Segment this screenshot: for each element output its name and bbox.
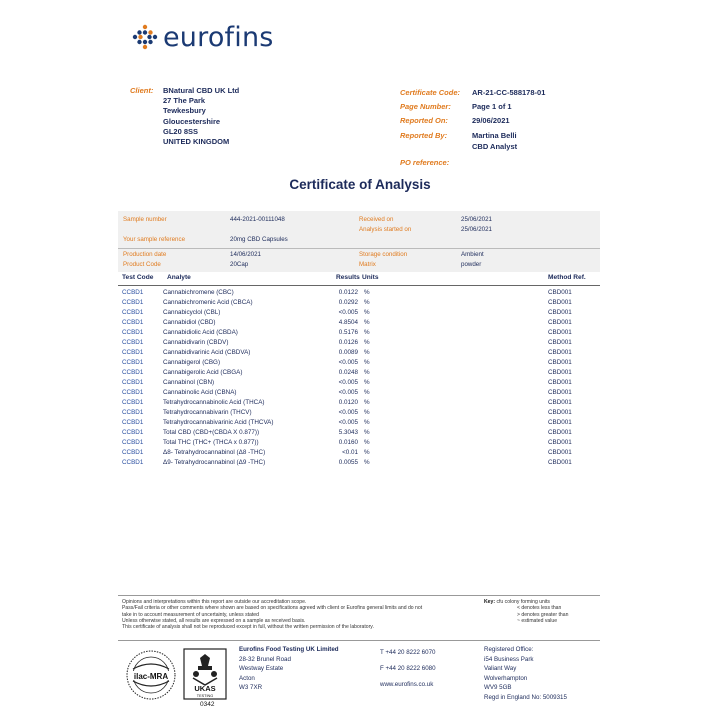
analyte-cell: Δ8- Tetrahydrocannabinol (Δ8 -THC)	[163, 449, 266, 456]
product-code-value: 20Cap	[230, 261, 249, 268]
registered-line: Wolverhampton	[484, 674, 528, 682]
unit-cell: %	[364, 399, 370, 406]
table-row	[0, 349, 720, 359]
test-code-cell: CCBD1	[122, 399, 144, 406]
received-value: 25/06/2021	[461, 216, 492, 223]
analyte-cell: Cannabinolic Acid (CBNA)	[163, 389, 237, 396]
meta-value: Page 1 of 1	[472, 102, 512, 112]
meta-label: Reported On:	[400, 116, 448, 126]
method-cell: CBD001	[548, 299, 572, 306]
unit-cell: %	[364, 389, 370, 396]
meta-label: Page Number:	[400, 102, 451, 112]
client-line: Gloucestershire	[163, 116, 221, 126]
unit-cell: %	[364, 449, 370, 456]
unit-cell: %	[364, 379, 370, 386]
production-date-value: 14/06/2021	[230, 251, 261, 258]
client-address	[163, 86, 239, 147]
eurofins-dots-icon	[132, 24, 158, 50]
analyte-cell: Tetrahydrocannabivarin (THCV)	[163, 409, 252, 416]
result-cell: 5.3043	[338, 429, 358, 436]
contact-details	[380, 645, 436, 692]
result-cell: <0.005	[338, 379, 358, 386]
registered-office	[484, 645, 567, 703]
result-cell: <0.005	[338, 359, 358, 366]
table-row	[0, 369, 720, 379]
unit-cell: %	[364, 369, 370, 376]
result-cell: 0.0122	[338, 289, 358, 296]
table-row	[0, 319, 720, 329]
page-title: Certificate of Analysis	[289, 177, 431, 192]
unit-cell: %	[364, 409, 370, 416]
accreditation-number: 0342	[200, 701, 215, 708]
method-cell: CBD001	[548, 349, 572, 356]
table-row	[0, 419, 720, 429]
client-line: Tewkesbury	[163, 106, 206, 116]
unit-cell: %	[364, 419, 370, 426]
analyte-cell: Total CBD (CBD+(CBDA X 0.877))	[163, 429, 260, 436]
unit-cell: %	[364, 429, 370, 436]
result-cell: <0.005	[338, 389, 358, 396]
table-row	[0, 309, 720, 319]
storage-condition-label: Storage condition	[359, 251, 408, 258]
company-line: Acton	[239, 674, 255, 682]
eurofins-logo	[132, 22, 274, 52]
table-row	[0, 329, 720, 339]
result-cell: 0.0126	[338, 339, 358, 346]
unit-cell: %	[364, 329, 370, 336]
table-row	[0, 379, 720, 389]
analyte-cell: Cannabidivarinic Acid (CBDVA)	[163, 349, 251, 356]
company-line: Westway Estate	[239, 665, 284, 673]
meta-value: AR-21-CC-588178-01	[472, 88, 546, 97]
footer-note: Unless otherwise stated, all results are expressed on a sample as received basis.	[122, 617, 306, 624]
method-cell: CBD001	[548, 329, 572, 336]
test-code-cell: CCBD1	[122, 449, 144, 456]
key-legend	[484, 599, 568, 624]
analyte-cell: Tetrahydrocannabivarinic Acid (THCVA)	[163, 419, 274, 426]
col-header-analyte: Analyte	[167, 274, 191, 281]
ilac-mra-logo	[122, 649, 180, 701]
company-name: Eurofins Food Testing UK Limited	[239, 646, 339, 653]
received-label: Received on	[359, 216, 394, 223]
ukas-logo	[183, 648, 227, 700]
unit-cell: %	[364, 439, 370, 446]
test-code-cell: CCBD1	[122, 389, 144, 396]
sample-number-label: Sample number	[123, 216, 167, 223]
ukas-text: UKAS	[194, 684, 216, 693]
company-address	[239, 645, 339, 693]
table-row	[0, 429, 720, 439]
method-cell: CBD001	[548, 369, 572, 376]
sample-number-value: 444-2021-00111048	[230, 216, 285, 223]
certificate-meta	[400, 86, 545, 154]
analysis-started-label: Analysis started on	[359, 226, 412, 233]
table-row	[0, 339, 720, 349]
divider	[118, 248, 600, 249]
analyte-cell: Cannabinol (CBN)	[163, 379, 215, 386]
matrix-value: powder	[461, 261, 482, 268]
method-cell: CBD001	[548, 319, 572, 326]
key-line: < denotes less than	[517, 605, 562, 612]
analyte-cell: Cannabichromenic Acid (CBCA)	[163, 299, 253, 306]
table-row	[0, 359, 720, 369]
analyte-cell: Cannabicyclol (CBL)	[163, 309, 221, 316]
registered-line: Registered Office:	[484, 646, 534, 653]
company-line: W3 7XR	[239, 684, 263, 692]
meta-value: 29/06/2021	[472, 116, 510, 126]
meta-value: Martina Belli	[472, 130, 517, 140]
method-cell: CBD001	[548, 399, 572, 406]
method-cell: CBD001	[548, 459, 572, 466]
ukas-sub: TESTING	[196, 694, 214, 698]
test-code-cell: CCBD1	[122, 379, 144, 386]
unit-cell: %	[364, 359, 370, 366]
client-line: GL20 8SS	[163, 126, 199, 136]
method-cell: CBD001	[548, 379, 572, 386]
client-line: BNatural CBD UK Ltd	[163, 86, 240, 95]
client-label: Client:	[130, 86, 154, 95]
analyte-cell: Cannabidiolic Acid (CBDA)	[163, 329, 238, 336]
table-row	[0, 409, 720, 419]
test-code-cell: CCBD1	[122, 339, 144, 346]
key-line: ~ estimated value	[517, 617, 558, 624]
test-code-cell: CCBD1	[122, 299, 144, 306]
analyte-cell: Cannabigerol (CBG)	[163, 359, 221, 366]
result-cell: <0.005	[338, 409, 358, 416]
registered-line: WV9 5GB	[484, 684, 512, 692]
results-table	[0, 289, 720, 469]
test-code-cell: CCBD1	[122, 369, 144, 376]
client-line: UNITED KINGDOM	[163, 137, 230, 147]
method-cell: CBD001	[548, 389, 572, 396]
registered-line: Regd in England No: 5009315	[484, 693, 567, 701]
test-code-cell: CCBD1	[122, 409, 144, 416]
analyte-cell: Tetrahydrocannabinolic Acid (THCA)	[163, 399, 265, 406]
result-cell: <0.005	[338, 309, 358, 316]
method-cell: CBD001	[548, 439, 572, 446]
ilac-text: ilac-MRA	[133, 672, 169, 681]
analyte-cell: Total THC (THC+ (THCA x 0.877))	[163, 439, 259, 446]
analysis-started-value: 25/06/2021	[461, 226, 492, 233]
fax-number: F +44 20 8222 6080	[380, 664, 436, 672]
table-row	[0, 389, 720, 399]
test-code-cell: CCBD1	[122, 309, 144, 316]
col-header-results: Results	[336, 274, 360, 281]
result-cell: 0.0120	[338, 399, 358, 406]
analyte-cell: Cannabidiol (CBD)	[163, 319, 216, 326]
method-cell: CBD001	[548, 289, 572, 296]
client-line: 27 The Park	[163, 96, 206, 106]
method-cell: CBD001	[548, 409, 572, 416]
sample-reference-value: 20mg CBD Capsules	[230, 236, 288, 243]
unit-cell: %	[364, 299, 370, 306]
footer-note: Pass/Fail criteria or other comments where shown are based on specifications agreed with client or Eurofins general limits and do not	[122, 605, 423, 612]
result-cell: 0.0089	[338, 349, 358, 356]
company-line: 28-32 Brunel Road	[239, 655, 291, 663]
footer-divider	[118, 595, 600, 596]
table-row	[0, 289, 720, 299]
logo-wordmark: eurofins	[163, 21, 274, 53]
registered-line: i54 Business Park	[484, 655, 534, 663]
method-cell: CBD001	[548, 429, 572, 436]
method-cell: CBD001	[548, 449, 572, 456]
registered-line: Valiant Way	[484, 665, 517, 673]
result-cell: 0.0055	[338, 459, 358, 466]
method-cell: CBD001	[548, 339, 572, 346]
test-code-cell: CCBD1	[122, 439, 144, 446]
table-row	[0, 399, 720, 409]
result-cell: 0.0248	[338, 369, 358, 376]
phone-number: T +44 20 8222 6070	[380, 649, 436, 656]
table-row	[0, 299, 720, 309]
result-cell: <0.01	[342, 449, 358, 456]
method-cell: CBD001	[548, 359, 572, 366]
unit-cell: %	[364, 309, 370, 316]
footer-note: take in to account measurement of uncertainty, unless stated	[122, 611, 259, 618]
test-code-cell: CCBD1	[122, 429, 144, 436]
unit-cell: %	[364, 319, 370, 326]
result-cell: 0.0292	[338, 299, 358, 306]
test-code-cell: CCBD1	[122, 329, 144, 336]
unit-cell: %	[364, 349, 370, 356]
meta-row-reported-on	[400, 114, 545, 128]
meta-label: Certificate Code:	[400, 88, 461, 97]
method-cell: CBD001	[548, 309, 572, 316]
result-cell: <0.005	[338, 419, 358, 426]
col-header-units: Units	[362, 274, 379, 281]
key-line: > denotes greater than	[517, 611, 569, 618]
key-line: cfu colony forming units	[496, 599, 550, 605]
test-code-cell: CCBD1	[122, 359, 144, 366]
analyte-cell: Cannabidivarin (CBDV)	[163, 339, 229, 346]
footer-divider	[118, 640, 600, 641]
meta-row-certificate-code	[400, 86, 545, 100]
po-reference-label: PO reference:	[400, 158, 450, 167]
meta-label: Reported By:	[400, 130, 448, 140]
footer-note: Opinions and interpretations within this report are outside our accreditation scope.	[122, 599, 307, 605]
result-cell: 0.0160	[338, 439, 358, 446]
unit-cell: %	[364, 459, 370, 466]
production-date-label: Production date	[123, 251, 167, 258]
unit-cell: %	[364, 339, 370, 346]
test-code-cell: CCBD1	[122, 319, 144, 326]
footer-notes	[122, 599, 492, 630]
result-cell: 0.5176	[338, 329, 358, 336]
col-header-method: Method Ref.	[548, 274, 586, 281]
unit-cell: %	[364, 289, 370, 296]
col-header-test-code: Test Code	[122, 274, 154, 281]
table-row	[0, 449, 720, 459]
test-code-cell: CCBD1	[122, 289, 144, 296]
analyte-cell: Δ9- Tetrahydrocannabinol (Δ9 -THC)	[163, 459, 266, 466]
table-row	[0, 439, 720, 449]
result-cell: 4.8504	[338, 319, 358, 326]
sample-reference-label: Your sample reference	[123, 236, 186, 243]
storage-condition-value: Ambient	[461, 251, 484, 258]
test-code-cell: CCBD1	[122, 459, 144, 466]
product-code-label: Product Code	[123, 261, 161, 268]
meta-row-page-number	[400, 100, 545, 114]
reported-by-role: CBD Analyst	[472, 141, 518, 151]
analyte-cell: Cannabichromene (CBC)	[163, 289, 234, 296]
analyte-cell: Cannabigerolic Acid (CBGA)	[163, 369, 243, 376]
footer-note: This certificate of analysis shall not be reproduced except in full, without the written permission of the laboratory.	[122, 624, 374, 631]
method-cell: CBD001	[548, 419, 572, 426]
website-link[interactable]: www.eurofins.co.uk	[380, 680, 434, 688]
matrix-label: Matrix	[359, 261, 376, 268]
test-code-cell: CCBD1	[122, 419, 144, 426]
table-row	[0, 459, 720, 469]
key-label: Key:	[484, 599, 496, 605]
table-header-divider	[118, 285, 600, 286]
test-code-cell: CCBD1	[122, 349, 144, 356]
